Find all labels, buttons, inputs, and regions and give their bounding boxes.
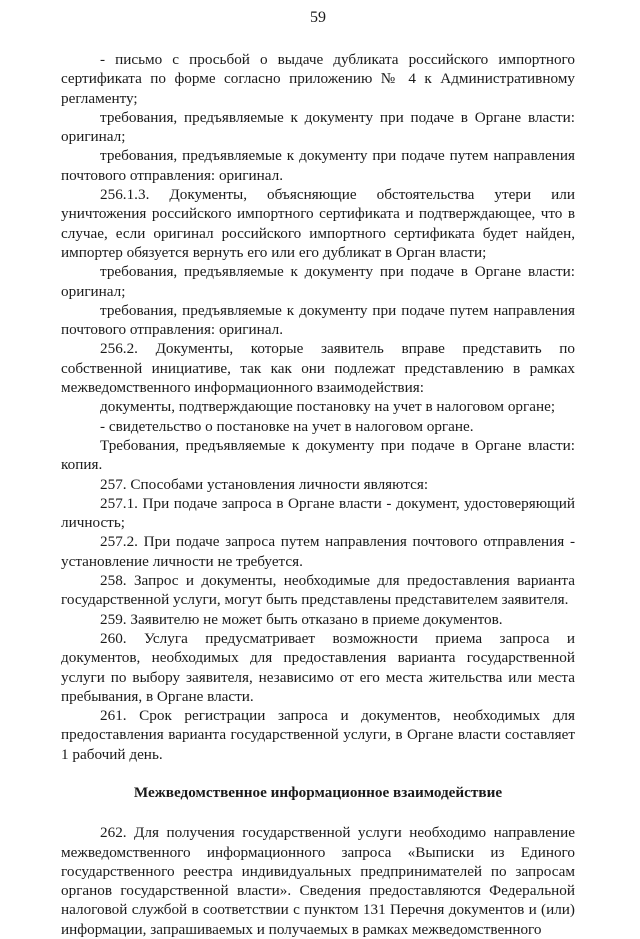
paragraph-259: 259. Заявителю не может быть отказано в приеме документов. [100,610,503,628]
paragraph-260: 260. Услуга предусматривает возможности приема запроса и документов, необходимых для предоставления варианта государственной услуги по выбору заявителя, независимо от его места жительства или места пребывания, в Органе власти. [61,629,575,705]
paragraph-requirement-by-mail: требования, предъявляемые к документу при подаче путем направления почтового отправления: оригинал. [61,301,575,339]
paragraph-257: 257. Способами установления личности являются: [100,475,429,493]
paragraph-duplicate-request-letter: - письмо с просьбой о выдаче дубликата российского импортного сертификата по форме согласно приложению № 4 к Административному регламенту; [61,51,575,107]
paragraph-261: 261. Срок регистрации запроса и документов, необходимых для предоставления варианта государственной услуги, в Органе власти составляет 1 рабочий день. [61,707,575,763]
paragraph-258: 258. Запрос и документы, необходимые для предоставления варианта государственной услуги, могут быть представлены представителем заявителя. [61,572,575,609]
page-number: 59 [310,9,326,26]
section-heading: Межведомственное информационное взаимодействие [133,783,503,801]
document-body [61,50,575,939]
paragraph-257-1: 257.1. При подаче запроса в Органе власти - документ, удостоверяющий личность; [61,494,575,532]
paragraph-256-1-3: 256.1.3. Документы, объясняющие обстоятельства утери или уничтожения российского импортного сертификата и подтверждающее, что в случае, если оригинал российского импортного сертификата будет найден, импортер обязуется вернуть его или его дубликат в Орган власти; [61,186,575,261]
paragraph-262: 262. Для получения государственной услуги необходимо направление межведомственного информационного запроса «Выписки из Единого государственного реестра индивидуальных предпринимателей по запросам органов государственной власти». Сведения предоставляются Федеральной налоговой службой в соответствии с пунктом 131 Перечня документов и (или) информации, запрашиваемых и получаемых в рамках межведомственного [61,824,575,938]
paragraph-requirement-by-mail: требования, предъявляемые к документу при подаче путем направления почтового отправления: оригинал. [61,147,575,184]
paragraph-tax-registration-documents: документы, подтверждающие постановку на учет в налоговом органе; [100,398,556,416]
paragraph-requirement-in-office: требования, предъявляемые к документу при подаче в Органе власти: оригинал; [61,263,575,300]
paragraph-257-2: 257.2. При подаче запроса путем направления почтового отправления - установление личности не требуется. [61,533,575,570]
paragraph-tax-registration-certificate: - свидетельство о постановке на учет в налоговом органе. [100,417,474,435]
paragraph-requirement-copy: Требования, предъявляемые к документу при подаче в Органе власти: копия. [61,436,575,474]
paragraph-256-2: 256.2. Документы, которые заявитель вправе представить по собственной инициативе, так как они подлежат представлению в рамках межведомственного информационного взаимодействия: [61,340,575,397]
document-page [61,8,575,939]
paragraph-requirement-in-office: требования, предъявляемые к документу при подаче в Органе власти: оригинал; [61,108,575,146]
